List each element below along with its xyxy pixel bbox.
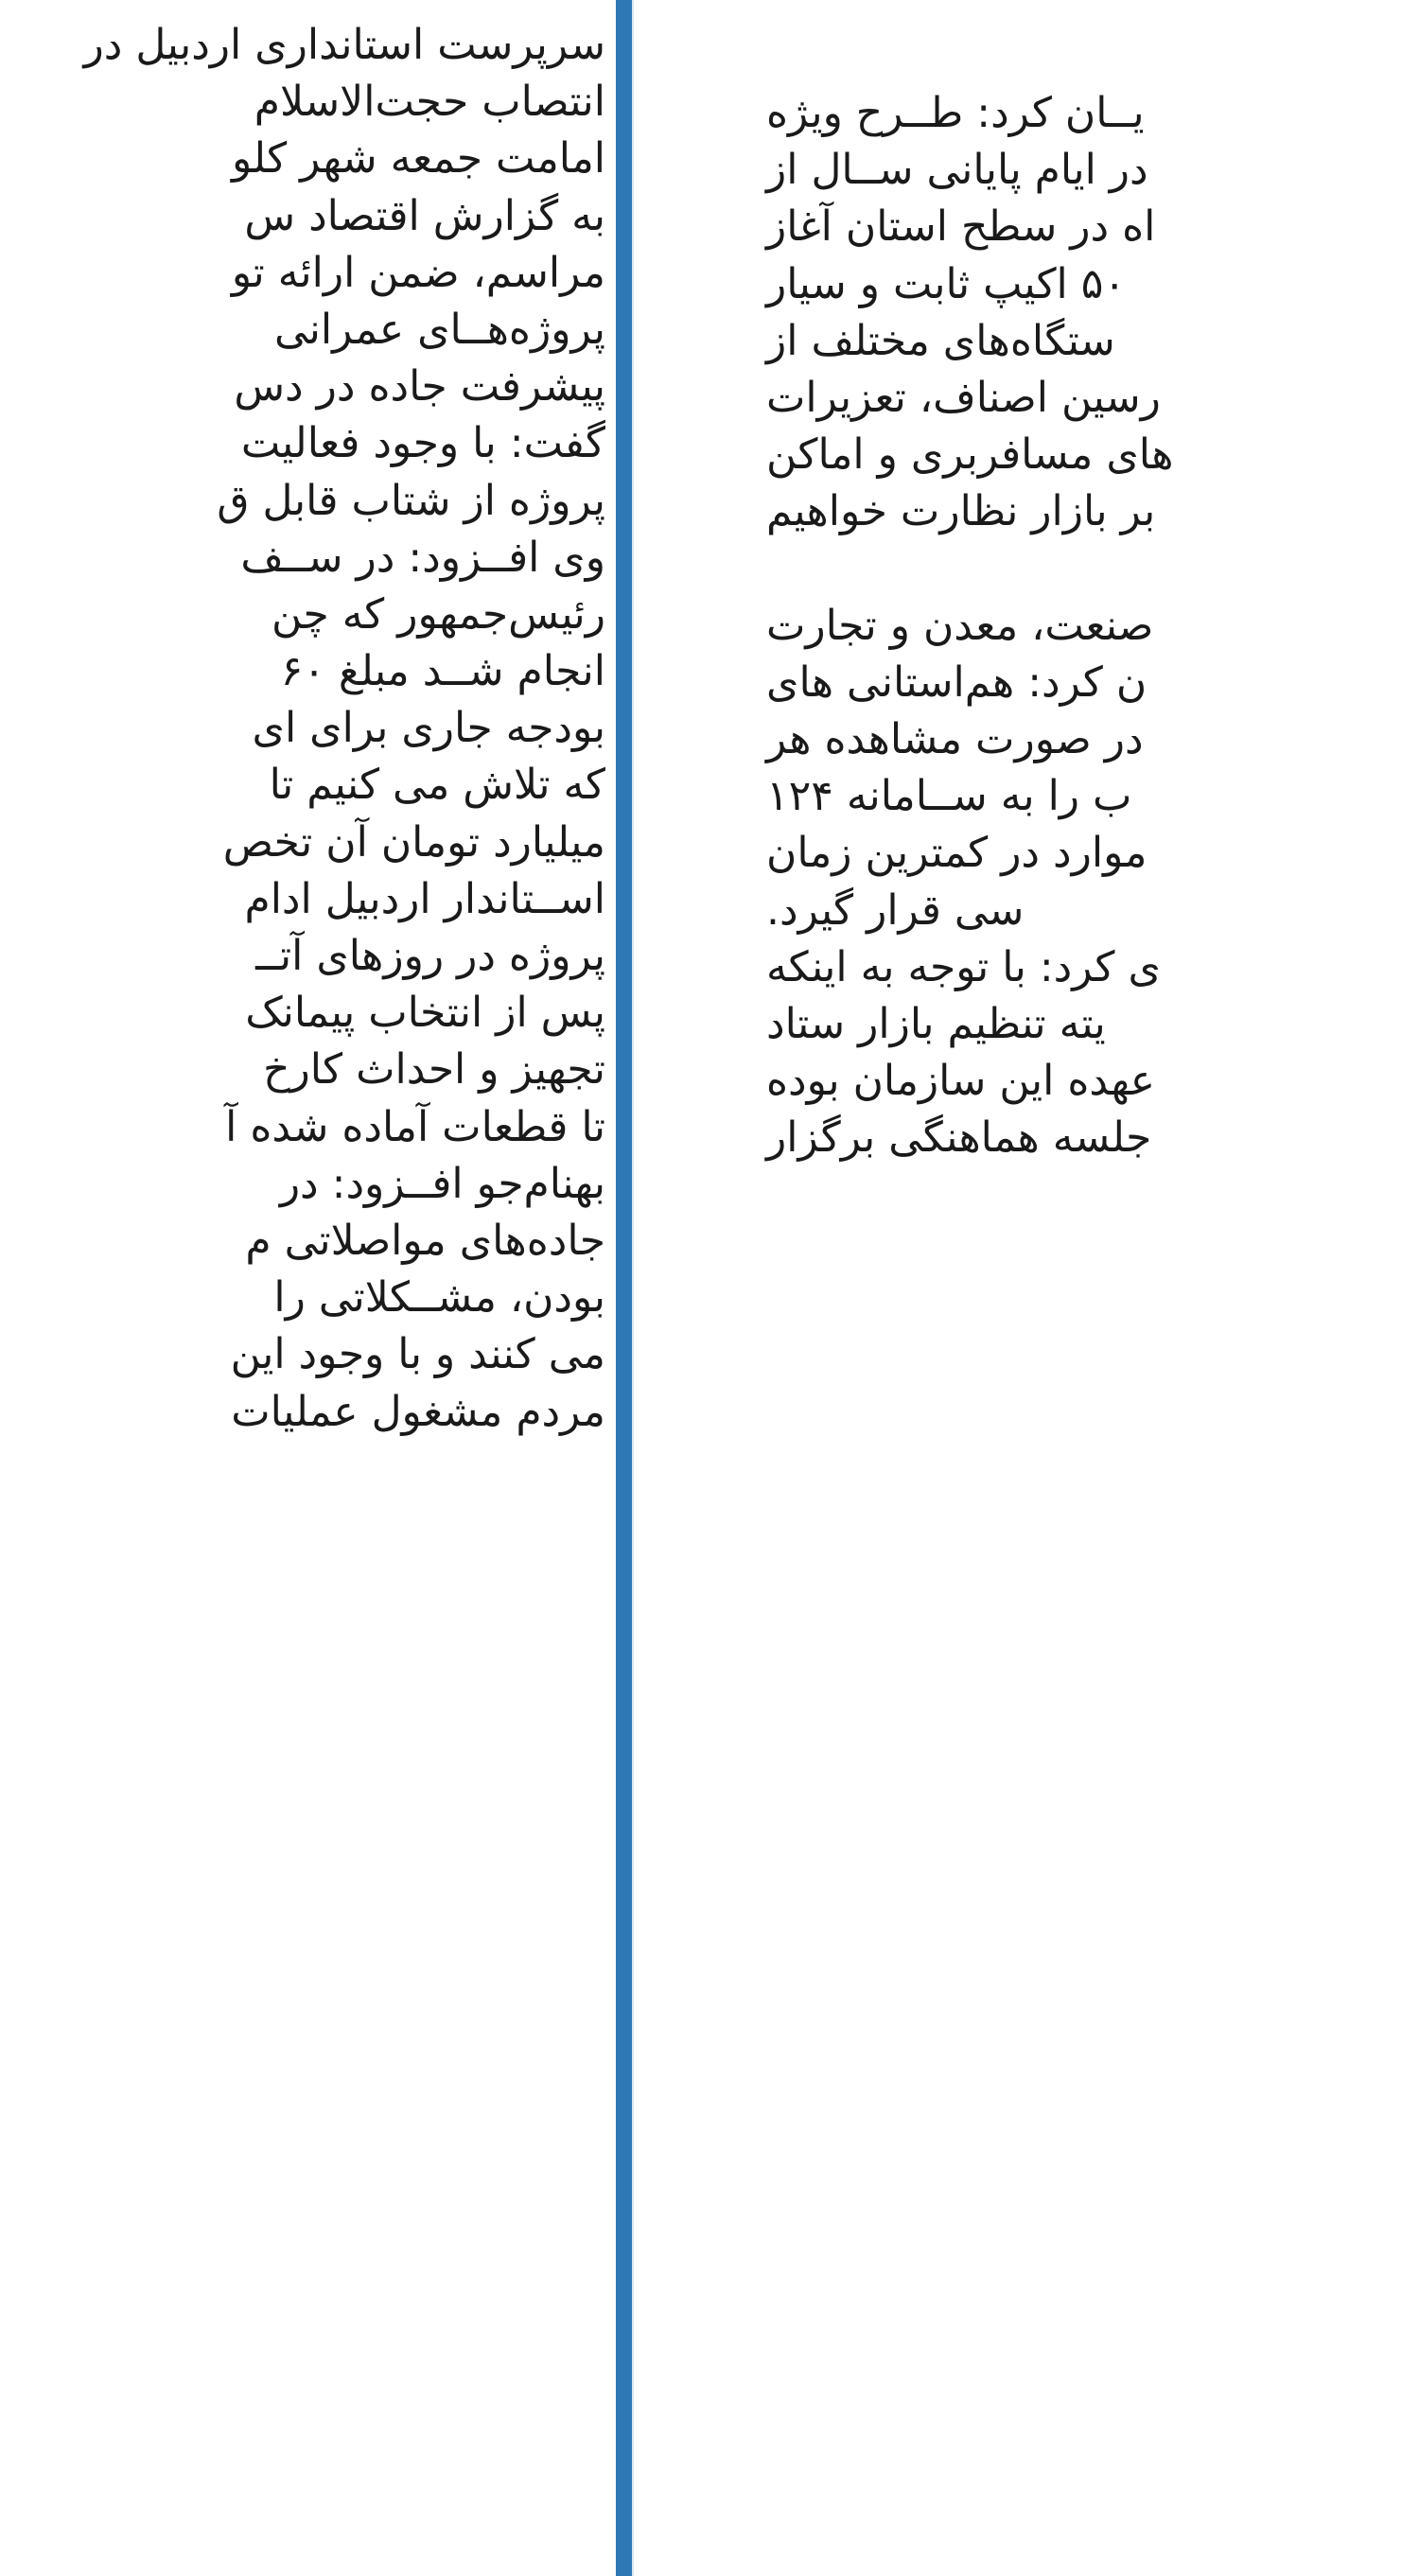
right-line-14: موارد در کمترین زمان [766,829,1147,878]
right-line-15: سی قرار گیرد. [766,885,1025,935]
right-article-column [766,85,1372,1167]
left-article-column [0,17,605,1441]
left-line-6: پروژه‌هــای عمرانی [273,305,605,354]
right-line-19: جلسه هماهنگی برگزار [766,1113,1152,1163]
right-line-4: ۵۰ اکیپ ثابت و سیار [766,259,1127,308]
left-line-16: اســتاندار اردبیل ادام [244,874,605,923]
right-line-17: یته تنظیم بازار ستاد [766,1000,1106,1048]
column-divider [616,0,632,2576]
right-line-13: ب را به ســامانه ۱۲۴ [766,772,1132,821]
left-line-7: پیشرفت جاده در دس [234,362,605,412]
left-line-23: بودن، مشــکلاتی را [273,1273,605,1323]
left-line-14: که تلاش می کنیم تا [269,761,605,810]
right-line-16: ی کرد: با توجه به اینکه [766,942,1161,991]
left-line-11: رئیس‌جمهور که چن [272,589,605,639]
left-line-9: پروژه از شتاب قابل ق [217,476,605,525]
left-line-13: بودجه جاری برای ای [252,704,605,753]
left-line-1: سرپرست استانداری اردبیل در [83,21,605,69]
right-line-9 [766,541,1372,598]
left-line-15: میلیارد تومان آن تخص [222,817,605,867]
left-line-12: انجام شــد مبلغ ۶۰ [280,647,605,696]
right-line-3: اه در سطح استان آغاز [766,202,1156,252]
left-line-17: پروژه در روزهای آتــ [255,932,605,980]
right-line-1: یــان کرد: طــرح ویژه [766,89,1145,137]
left-line-22: جاده‌های مواصلاتی م [245,1216,605,1265]
left-line-10: وی افــزود: در ســف [240,533,605,582]
left-line-18: پس از انتخاب پیمانک [245,989,605,1038]
left-line-4: به گزارش اقتصاد س [244,191,605,240]
right-line-11: ن کرد: هم‌استانی های [766,657,1147,707]
right-line-8: بر بازار نظارت خواهیم [766,487,1156,536]
left-line-20: تا قطعات آماده شده آ [225,1102,605,1151]
right-line-2: در ایام پایانی ســال از [766,146,1148,195]
left-line-3: امامت جمعه شهر کلو [231,134,605,184]
right-line-12: در صورت مشاهده هر [766,715,1144,764]
left-line-24: می کنند و با وجود این [230,1330,605,1379]
left-line-25: مردم مشغول عملیات [231,1387,605,1436]
right-line-18: عهده این سازمان بوده [766,1057,1156,1106]
column-divider-edge [632,0,634,2576]
right-line-10: صنعت، معدن و تجارت [766,601,1154,650]
left-line-19: تجهیز و احداث کارخ [263,1045,605,1095]
right-line-7: های مسافربری و اماکن [766,430,1174,480]
right-line-5: ستگاه‌های مختلف از [766,316,1115,365]
left-line-8: گفت: با وجود فعالیت [240,419,605,468]
left-line-5: مراسم، ضمن ارائه تو [231,248,605,297]
left-line-21: بهنام‌جو افــزود: در [279,1159,605,1208]
right-line-6: رسین اصناف، تعزیرات [766,373,1161,422]
left-line-2: انتصاب حجت‌الاسلام [254,78,605,127]
